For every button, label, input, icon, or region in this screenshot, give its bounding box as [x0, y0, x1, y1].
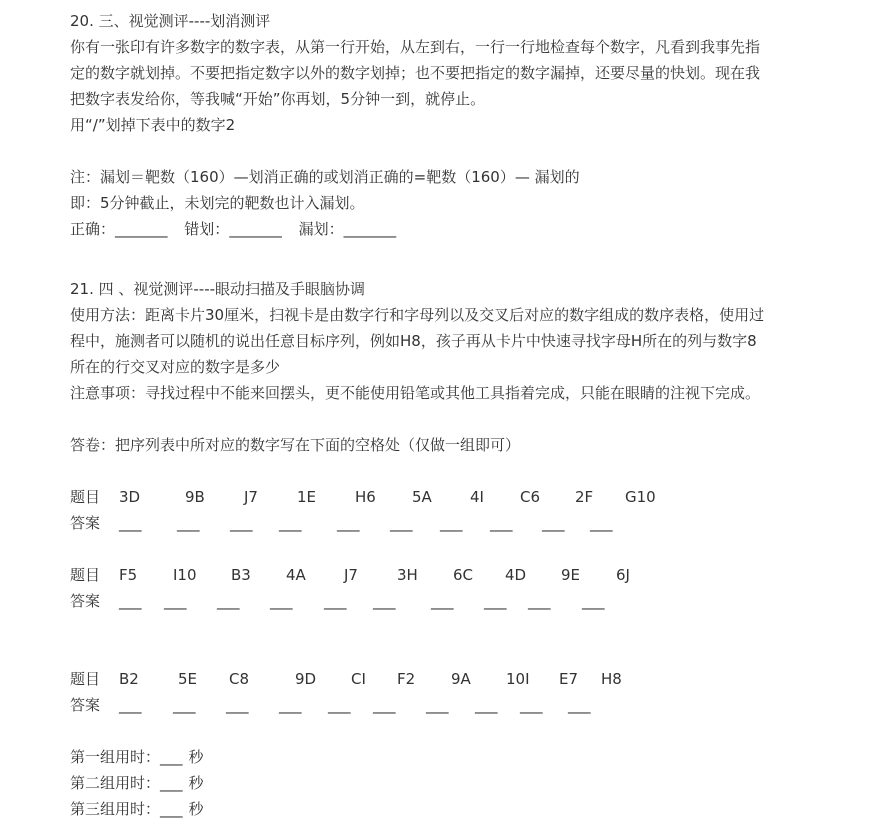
blank-missed[interactable]: _______ [343, 220, 397, 238]
answer-blank[interactable]: ___ [119, 696, 142, 714]
answer-blank[interactable]: ___ [390, 514, 413, 532]
question-item: 3D [119, 488, 141, 506]
answer-blank[interactable]: ___ [582, 592, 605, 610]
section-20-paragraph-line-3: 把数字表发给你，等我喊“开始”你再划，5分钟一到，就停止。 [70, 90, 486, 108]
time-unit: 秒 [188, 748, 204, 766]
answer-blank[interactable]: ___ [173, 696, 196, 714]
answer-blank[interactable]: ___ [490, 514, 513, 532]
answer-blank[interactable]: ___ [164, 592, 187, 610]
answer-blank[interactable]: ___ [328, 696, 351, 714]
answer-blank[interactable]: ___ [119, 514, 142, 532]
answer-blank[interactable]: ___ [217, 592, 240, 610]
question-item: I10 [173, 566, 197, 584]
section-20-paragraph-line-1: 你有一张印有许多数字的数字表，从第一行开始，从左到右，一行一行地检查每个数字，凡看到我事先指 [70, 38, 761, 56]
question-item: CI [351, 670, 366, 688]
time-label: 第一组用时： [70, 748, 161, 766]
time-label: 第三组用时： [70, 800, 161, 818]
question-item: 3H [397, 566, 418, 584]
question-item: 1E [297, 488, 317, 506]
answer-blank[interactable]: ___ [230, 514, 253, 532]
group-1-answer-row [70, 510, 850, 536]
answer-blank[interactable]: ___ [279, 696, 302, 714]
group-1-question-row [70, 484, 850, 510]
answer-sheet-instruction: 答卷：把序列表中所对应的数字写在下面的空格处（仅做一组即可） [70, 436, 521, 454]
group-2-question-row [70, 562, 850, 588]
question-item: H8 [601, 670, 622, 688]
answer-blank[interactable]: ___ [484, 592, 507, 610]
question-label: 题目 [70, 566, 101, 584]
question-label: 题目 [70, 488, 101, 506]
answer-blank[interactable]: ___ [373, 592, 396, 610]
answer-blank[interactable]: ___ [440, 514, 463, 532]
section-20-note-1: 注：漏划＝靶数（160）—划消正确的或划消正确的=靶数（160）— 漏划的 [70, 168, 580, 186]
answer-blank[interactable]: ___ [226, 696, 249, 714]
answer-blank[interactable]: ___ [279, 514, 302, 532]
question-item: C6 [520, 488, 541, 506]
section-21-method-line-2: 程中，施测者可以随机的说出任意目标序列，例如H8，孩子再从卡片中快速寻找字母H所在的列与数字8 [70, 332, 757, 350]
question-item: 5E [178, 670, 198, 688]
question-item: F5 [119, 566, 138, 584]
label-correct: 正确： [70, 220, 116, 238]
answer-blank[interactable]: ___ [528, 592, 551, 610]
answer-blank[interactable]: ___ [590, 514, 613, 532]
blank-wrong[interactable]: _______ [229, 220, 282, 238]
question-label: 题目 [70, 670, 101, 688]
question-item: 9A [451, 670, 471, 688]
question-item: 6C [453, 566, 474, 584]
question-item: B3 [231, 566, 251, 584]
question-item: 6J [616, 566, 630, 584]
time-unit: 秒 [188, 800, 204, 818]
question-item: 4A [286, 566, 306, 584]
time-unit: 秒 [188, 774, 204, 792]
question-item: B2 [119, 670, 139, 688]
question-item: E7 [559, 670, 579, 688]
score-line [70, 216, 396, 242]
answer-blank[interactable]: ___ [431, 592, 454, 610]
section-20-title: 20. 三、视觉测评----划消测评 [70, 12, 271, 30]
question-item: 9B [185, 488, 205, 506]
answer-blank[interactable]: ___ [324, 592, 347, 610]
section-21-method-line-3: 所在的行交叉对应的数字是多少 [70, 358, 281, 376]
question-item: 5A [412, 488, 432, 506]
question-item: H6 [355, 488, 376, 506]
group-3-answer-row [70, 692, 850, 718]
answer-blank[interactable]: ___ [475, 696, 498, 714]
time-blank[interactable]: ___ [160, 748, 183, 766]
answer-blank[interactable]: ___ [337, 514, 360, 532]
answer-blank[interactable]: ___ [520, 696, 543, 714]
answer-blank[interactable]: ___ [270, 592, 293, 610]
answer-label: 答案 [70, 696, 101, 714]
time-row-1 [70, 744, 204, 770]
section-20-note-2: 即：5分钟截止，未划完的靶数也计入漏划。 [70, 194, 365, 212]
answer-label: 答案 [70, 592, 101, 610]
section-20-paragraph-line-2: 定的数字就划掉。不要把指定数字以外的数字划掉；也不要把指定的数字漏掉，还要尽量的快划。现在我 [70, 64, 761, 82]
question-item: F2 [397, 670, 416, 688]
group-3-question-row [70, 666, 850, 692]
answer-blank[interactable]: ___ [373, 696, 396, 714]
question-item: 9D [295, 670, 317, 688]
time-row-3 [70, 796, 204, 822]
label-wrong: 错划： [184, 220, 230, 238]
answer-label: 答案 [70, 514, 101, 532]
question-item: 2F [575, 488, 594, 506]
question-item: J7 [344, 566, 358, 584]
section-20-instruction: 用“/”划掉下表中的数字2 [70, 116, 236, 134]
time-label: 第二组用时： [70, 774, 161, 792]
question-item: 9E [561, 566, 581, 584]
question-item: 4D [505, 566, 527, 584]
time-blank[interactable]: ___ [160, 774, 183, 792]
question-item: G10 [625, 488, 656, 506]
answer-blank[interactable]: ___ [426, 696, 449, 714]
section-21-method-line-1: 使用方法：距离卡片30厘米，扫视卡是由数字行和字母列以及交叉后对应的数字组成的数序表格，使用过 [70, 306, 765, 324]
answer-blank[interactable]: ___ [568, 696, 591, 714]
question-item: 4I [470, 488, 484, 506]
section-21-caution: 注意事项：寻找过程中不能来回摆头，更不能使用铅笔或其他工具指着完成，只能在眼睛的注视下完成。 [70, 384, 761, 402]
answer-blank[interactable]: ___ [542, 514, 565, 532]
blank-correct[interactable]: _______ [115, 220, 168, 238]
label-missed: 漏划： [298, 220, 344, 238]
question-item: C8 [229, 670, 250, 688]
time-blank[interactable]: ___ [160, 800, 183, 818]
answer-blank[interactable]: ___ [177, 514, 200, 532]
question-item: 10I [506, 670, 530, 688]
time-row-2 [70, 770, 204, 796]
question-item: J7 [244, 488, 258, 506]
answer-blank[interactable]: ___ [119, 592, 142, 610]
section-21-title: 21. 四 、视觉测评----眼动扫描及手眼脑协调 [70, 280, 366, 298]
group-2-answer-row [70, 588, 850, 614]
